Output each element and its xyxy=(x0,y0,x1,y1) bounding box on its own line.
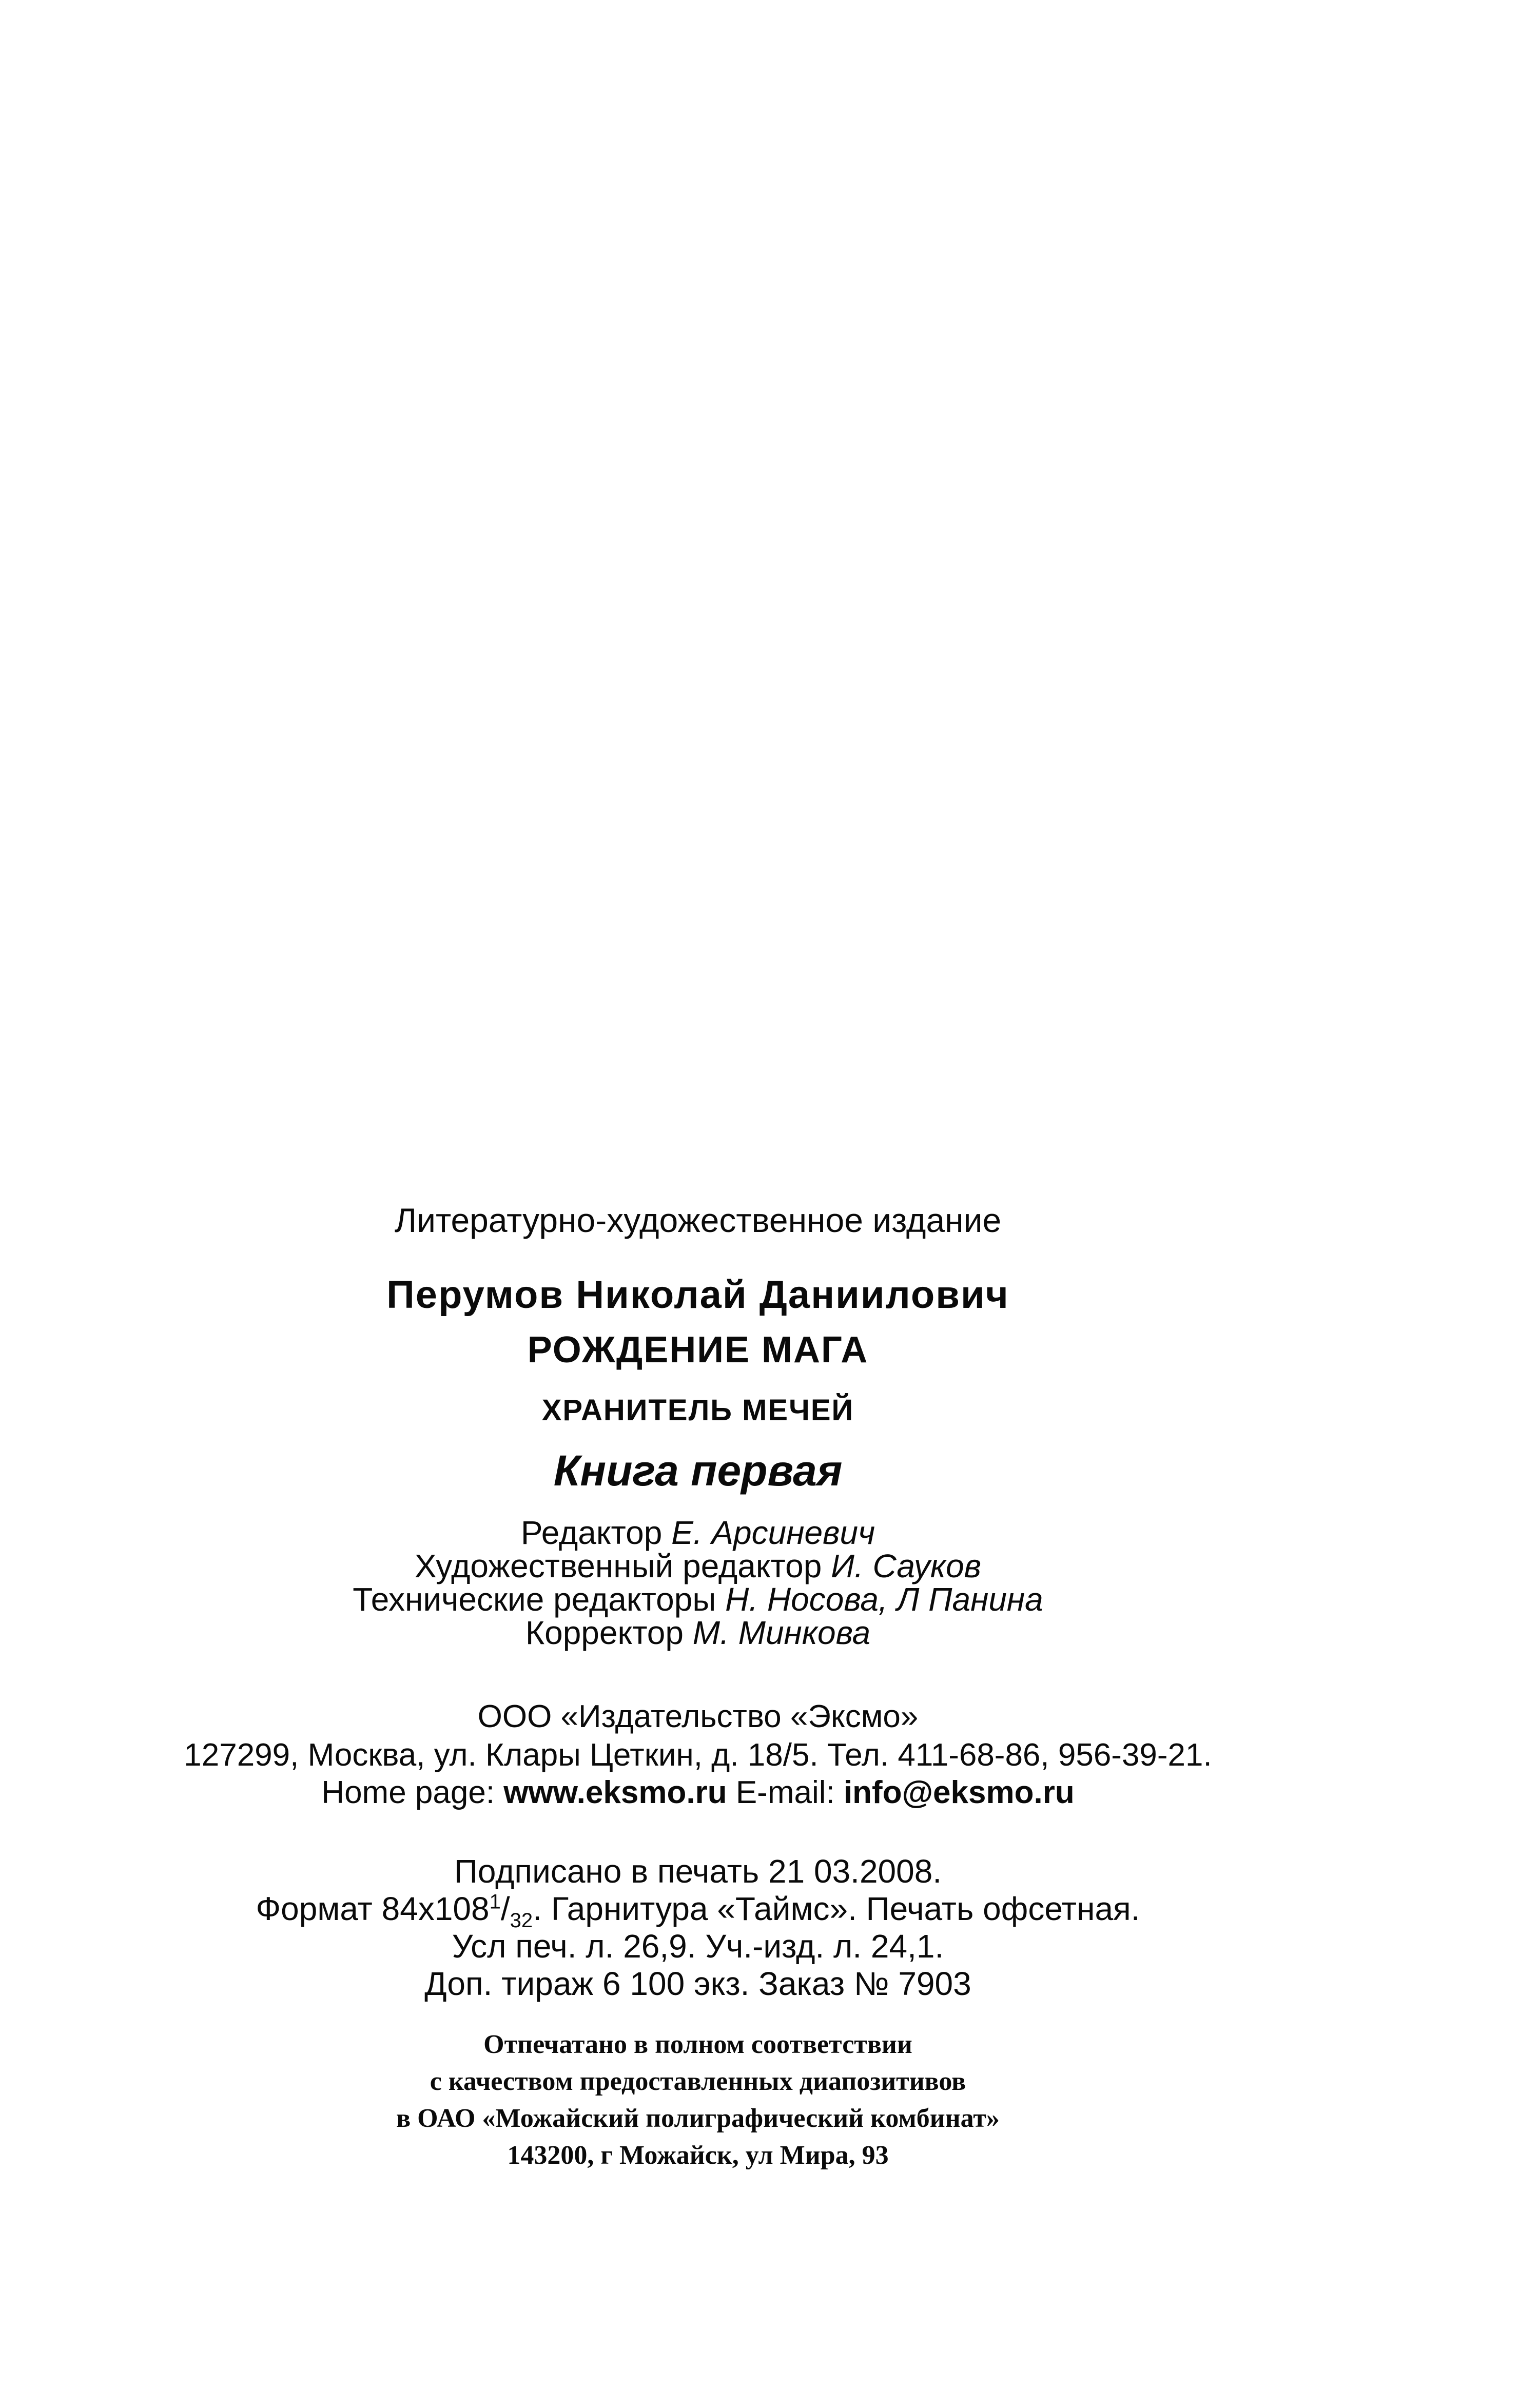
format-line: Формат $84x108^1/_{32}$. Гарнитура «Таймс». Печать офсетная. xyxy=(256,1890,1140,1932)
proofreader-role: Корректор xyxy=(525,1614,684,1651)
home-page-url: www.eksmo.ru xyxy=(503,1775,727,1810)
art-editor-line xyxy=(0,1547,1396,1585)
proofreader-line xyxy=(0,1614,1396,1652)
art-editor-role: Художественный редактор xyxy=(414,1548,822,1584)
author-name: Перумов Николай Даниилович xyxy=(386,1273,1009,1317)
format-denominator: 32 xyxy=(510,1909,533,1932)
editor-role: Редактор xyxy=(520,1514,663,1551)
proofreader-names: М. Минкова xyxy=(692,1614,871,1651)
email-address: info@eksmo.ru xyxy=(843,1775,1075,1810)
tech-editors-line xyxy=(0,1580,1396,1618)
publisher-contacts xyxy=(0,1774,1396,1811)
format-numerator: 1 xyxy=(489,1890,501,1913)
genre-line: Литературно-художественное издание xyxy=(394,1201,1002,1239)
signed-to-print: Подписано в печать 21 03.2008. xyxy=(454,1853,942,1890)
tech-editors-role: Технические редакторы xyxy=(353,1581,716,1618)
email-label: E-mail: xyxy=(735,1775,835,1810)
publisher-name: ООО «Издательство «Эксмо» xyxy=(477,1699,919,1734)
book-volume: Книга первая xyxy=(553,1446,843,1495)
book-title: РОЖДЕНИЕ МАГА xyxy=(527,1329,869,1371)
book-subtitle: ХРАНИТЕЛЬ МЕЧЕЙ xyxy=(541,1394,854,1427)
publisher-address: 127299, Москва, ул. Клары Цеткин, д. 18/5. Тел. 411-68-86, 956-39-21. xyxy=(184,1737,1212,1773)
format-prefix: Формат 84x108 xyxy=(256,1890,490,1927)
printer-line: Отпечатано в полном соответствии xyxy=(483,2030,912,2059)
format-suffix: . Гарнитура «Таймс». Печать офсетная. xyxy=(533,1890,1140,1927)
editor-names: Е. Арсиневич xyxy=(671,1514,875,1551)
editor-line xyxy=(0,1514,1396,1552)
print-run-line: Доп. тираж 6 100 экз. Заказ № 7903 xyxy=(424,1965,971,2002)
printer-line: в ОАО «Можайский полиграфический комбинат» xyxy=(396,2104,1000,2133)
tech-editors-names: Н. Носова, Л Панина xyxy=(725,1581,1043,1618)
printer-line: с качеством предоставленных диапозитивов xyxy=(430,2067,966,2096)
home-page-label: Home page: xyxy=(321,1775,495,1810)
art-editor-names: И. Сауков xyxy=(831,1548,982,1584)
sheets-line: Усл печ. л. 26,9. Уч.-изд. л. 24,1. xyxy=(452,1928,944,1965)
printer-address: 143200, г Можайск, ул Мира, 93 xyxy=(507,2141,889,2170)
